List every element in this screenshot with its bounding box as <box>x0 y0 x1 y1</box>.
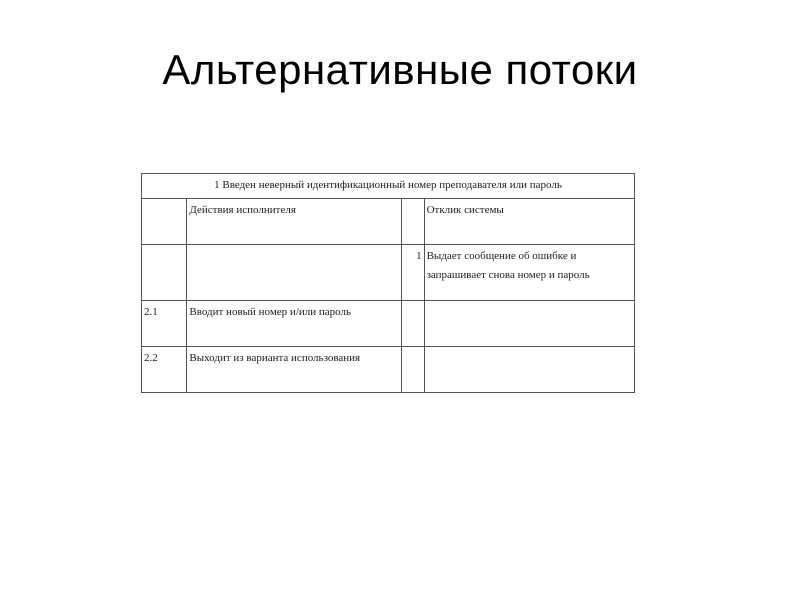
header-resp-num-cell <box>401 199 424 245</box>
table-header-row <box>142 199 635 245</box>
system-response <box>424 301 634 347</box>
table-row <box>142 245 635 301</box>
response-num: 1 <box>401 245 424 301</box>
system-response: Выдает сообщение об ошибке и запрашивает снова номер и пароль <box>424 245 634 301</box>
step-num: 2.2 <box>142 347 187 393</box>
response-num <box>401 301 424 347</box>
actor-action: Выходит из варианта использования <box>187 347 402 393</box>
table-caption-row <box>142 174 635 199</box>
header-actor: Действия исполнителя <box>187 199 402 245</box>
slide-title: Альтернативные потоки <box>162 46 638 93</box>
actor-action: Вводит новый номер и/или пароль <box>187 301 402 347</box>
header-num-cell <box>142 199 187 245</box>
actor-action <box>187 245 402 301</box>
step-num: 2.1 <box>142 301 187 347</box>
header-system: Отклик системы <box>424 199 634 245</box>
table-row <box>142 347 635 393</box>
response-num <box>401 347 424 393</box>
table-caption: 1 Введен неверный идентификационный номер преподавателя или пароль <box>142 174 635 199</box>
step-num <box>142 245 187 301</box>
system-response <box>424 347 634 393</box>
table-row <box>142 301 635 347</box>
alternative-flows-table <box>141 173 635 393</box>
